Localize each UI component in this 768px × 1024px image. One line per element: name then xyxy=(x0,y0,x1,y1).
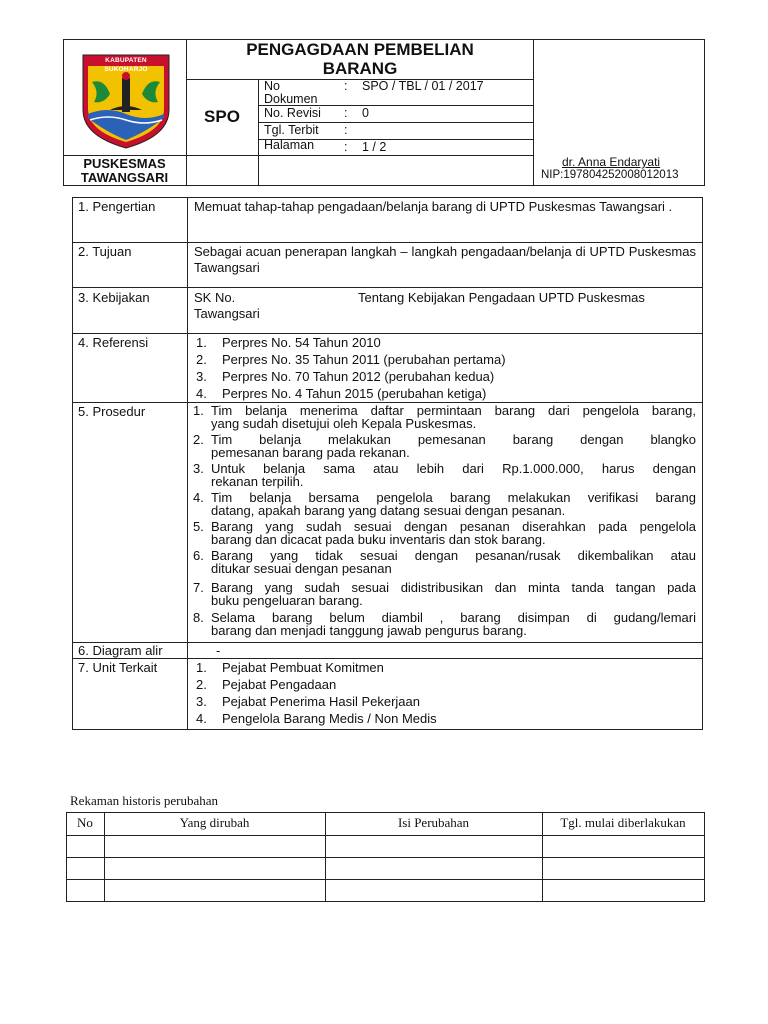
list-number: 1. xyxy=(196,335,207,350)
history-col-yang-dirubah: Yang dirubah xyxy=(179,815,250,830)
field-revisi-colon: : xyxy=(344,106,348,120)
signer-nip: NIP:197804252008012013 xyxy=(541,169,679,181)
list-item xyxy=(193,549,696,578)
regency-logo xyxy=(80,52,172,150)
section-label-referensi: 4. Referensi xyxy=(78,335,149,350)
list-item xyxy=(193,462,696,491)
field-terbit-label: Tgl. Terbit xyxy=(264,123,319,137)
history-col-no: No xyxy=(77,815,93,830)
list-number: 4. xyxy=(196,386,207,401)
list-item xyxy=(193,520,696,549)
field-halaman-label: Halaman xyxy=(264,138,315,152)
list-item xyxy=(196,335,207,350)
list-item-text: Pengelola Barang Medis / Non Medis xyxy=(222,711,437,726)
doc-title-line1: PENGAGDAAN PEMBELIAN xyxy=(246,40,474,59)
list-number: 6. xyxy=(193,548,204,563)
list-number: 2. xyxy=(196,677,207,692)
field-no-dokumen-label-1: No xyxy=(264,79,280,93)
history-col-isi-perubahan: Isi Perubahan xyxy=(397,815,470,830)
field-halaman-value: 1 / 2 xyxy=(362,140,387,154)
list-number: 4. xyxy=(196,711,207,726)
list-item-line2: yang sudah disetujui oleh Kepala Puskesmas. xyxy=(211,416,477,431)
list-item-line1: Barang yang sudah sesuai didistribusikan dan minta tanda tangan pada xyxy=(211,580,696,595)
list-item-line1: Tim belanja melakukan pemesanan barang dengan blangko xyxy=(211,432,696,447)
list-item-line2: datang, apakah barang yang datang sesuai dengan pesanan. xyxy=(211,503,566,518)
history-col-tgl: Tgl. mulai diberlakukan xyxy=(560,815,686,830)
list-item-line1: Tim belanja bersama pengelola barang melakukan verifikasi barang xyxy=(211,490,696,505)
list-number: 4. xyxy=(193,490,204,505)
list-item xyxy=(193,433,696,462)
kebijakan-sk: SK No. xyxy=(194,290,236,305)
field-no-dokumen-label-2: Dokumen xyxy=(264,92,318,106)
list-item-line2: rekanan terpilih. xyxy=(211,474,304,489)
list-item-line2: barang dan dicacat pada buku inventaris dan stok barang. xyxy=(211,532,546,547)
list-item xyxy=(196,677,207,692)
list-item-line2: barang dan menjadi tanggung jawab pengurus barang. xyxy=(211,623,527,638)
kebijakan-text-b: Tawangsari xyxy=(194,306,260,321)
section-label-prosedur: 5. Prosedur xyxy=(78,404,146,419)
doc-title-line2: BARANG xyxy=(322,59,398,78)
list-item xyxy=(193,491,696,520)
spo-label: SPO xyxy=(204,107,240,126)
list-item-text: Pejabat Penerima Hasil Pekerjaan xyxy=(222,694,420,709)
list-item-line2: ditukar sesuai dengan pesanan xyxy=(211,561,392,576)
list-item-text: Pejabat Pengadaan xyxy=(222,677,337,692)
list-number: 2. xyxy=(196,352,207,367)
tujuan-text: Sebagai acuan penerapan langkah – langkah pengadaan/belanja di UPTD Puskesmas Tawangsari xyxy=(194,244,696,275)
list-item xyxy=(193,581,696,610)
list-number: 8. xyxy=(193,610,204,625)
signer-name: dr. Anna Endaryati xyxy=(562,155,661,169)
list-item-text: Perpres No. 35 Tahun 2011 (perubahan pertama) xyxy=(222,352,506,367)
field-no-dokumen-value: SPO / TBL / 01 / 2017 xyxy=(362,79,484,93)
field-terbit-colon: : xyxy=(344,123,348,137)
list-item-line1: Untuk belanja sama atau lebih dari Rp.1.000.000, harus dengan xyxy=(211,461,696,476)
list-item xyxy=(196,369,207,384)
org-name-line2: TAWANGSARI xyxy=(80,170,169,185)
list-item xyxy=(193,404,696,433)
list-number: 3. xyxy=(196,694,207,709)
field-revisi-value: 0 xyxy=(362,106,369,120)
list-item-text: Perpres No. 4 Tahun 2015 (perubahan ketiga) xyxy=(222,386,487,401)
list-number: 3. xyxy=(196,369,207,384)
logo-text: KABUPATEN SUKOHARJO xyxy=(104,57,148,73)
list-item-line2: pemesanan barang pada rekanan. xyxy=(211,445,410,460)
list-item-line1: Selama barang belum diambil , barang disimpan di gudang/lemari xyxy=(211,610,696,625)
list-number: 7. xyxy=(193,580,204,595)
section-label-unit: 7. Unit Terkait xyxy=(78,660,158,675)
list-item xyxy=(196,694,207,709)
list-item-text: Perpres No. 54 Tahun 2010 xyxy=(222,335,381,350)
list-number: 1. xyxy=(196,660,207,675)
history-title: Rekaman historis perubahan xyxy=(70,793,219,808)
list-number: 3. xyxy=(193,461,204,476)
field-halaman-colon: : xyxy=(344,140,348,154)
diagram-value: - xyxy=(216,643,221,658)
list-item xyxy=(193,611,696,640)
list-number: 2. xyxy=(193,432,204,447)
section-label-tujuan: 2. Tujuan xyxy=(78,244,132,259)
list-item xyxy=(196,386,207,401)
section-label-pengertian: 1. Pengertian xyxy=(78,199,156,214)
kebijakan-text-a: Tentang Kebijakan Pengadaan UPTD Puskesmas xyxy=(358,290,645,305)
field-revisi-label: No. Revisi xyxy=(264,106,321,120)
list-number: 1. xyxy=(193,403,204,418)
list-number: 5. xyxy=(193,519,204,534)
list-item-line1: Barang yang sudah sesuai dengan pesanan diserahkan pada pengelola xyxy=(211,519,696,534)
section-label-diagram: 6. Diagram alir xyxy=(78,643,163,658)
pengertian-text: Memuat tahap-tahap pengadaan/belanja barang di UPTD Puskesmas Tawangsari . xyxy=(194,199,673,214)
org-name-line1: PUSKESMAS xyxy=(83,156,166,171)
section-label-kebijakan: 3. Kebijakan xyxy=(78,290,150,305)
list-item-line1: Tim belanja menerima daftar permintaan barang dari pengelola barang, xyxy=(211,403,696,418)
list-item-line1: Barang yang tidak sesuai dengan pesanan/rusak dikembalikan atau xyxy=(211,548,696,563)
list-item xyxy=(196,711,207,726)
list-item-line2: buku pengeluaran barang. xyxy=(211,593,363,608)
list-item xyxy=(196,352,207,367)
list-item-text: Perpres No. 70 Tahun 2012 (perubahan kedua) xyxy=(222,369,495,384)
list-item xyxy=(196,660,207,675)
field-no-dokumen-colon: : xyxy=(344,79,348,93)
list-item-text: Pejabat Pembuat Komitmen xyxy=(222,660,384,675)
